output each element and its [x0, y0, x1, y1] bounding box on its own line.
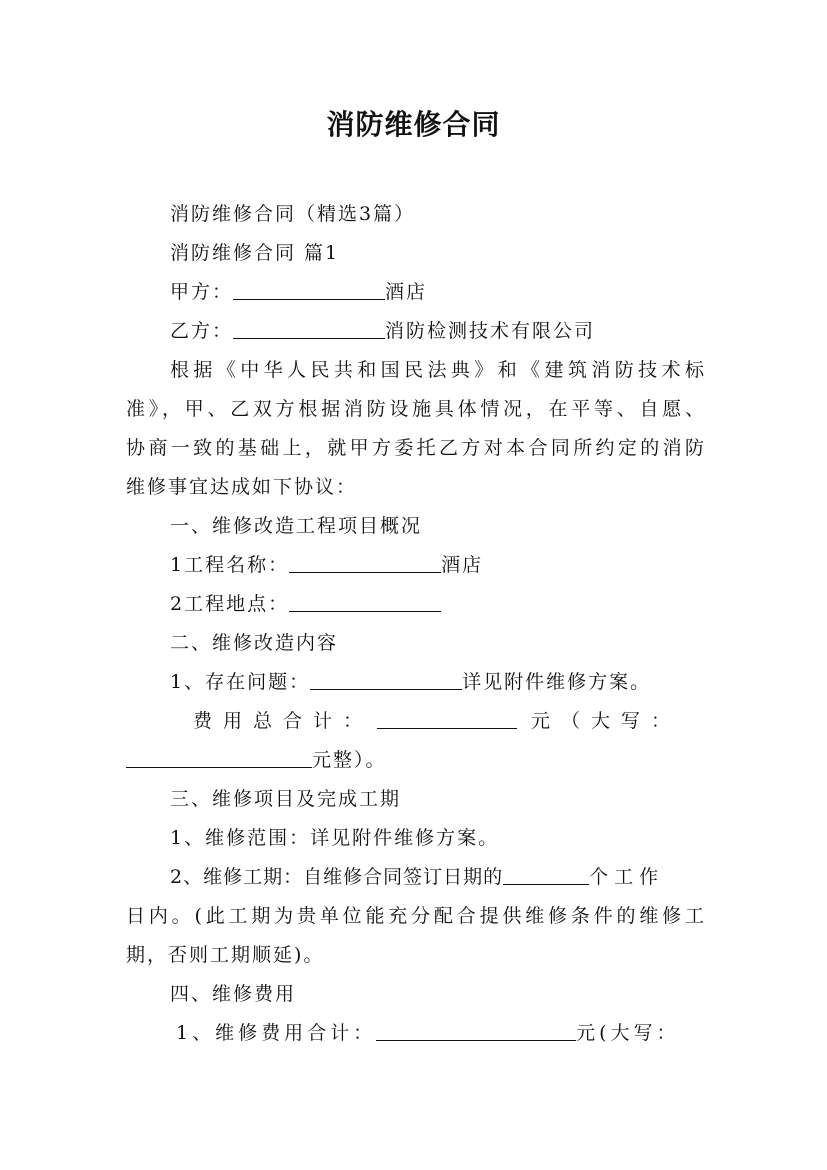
problem-label: 1、存在问题： — [170, 671, 311, 693]
subtitle: 消防维修合同（精选3篇） — [170, 203, 416, 225]
preamble-line-1: 根据《中华人民共和国民法典》和《建筑消防技术标 — [170, 359, 704, 381]
project-location-blank — [289, 592, 441, 612]
problem-line — [170, 667, 651, 694]
article-heading: 消防维修合同 篇1 — [170, 242, 340, 264]
fee-total-unit: 元（大写： — [531, 710, 682, 732]
party-a-blank — [233, 280, 385, 300]
maintenance-fee-blank — [376, 1021, 576, 1041]
maintenance-fee-suffix: 元(大写： — [576, 1022, 680, 1044]
preamble-line-2: 准》，甲、乙双方根据消防设施具体情况，在平等、自愿、 — [126, 398, 704, 420]
section4-heading: 四、维修费用 — [170, 983, 297, 1005]
project-name-line — [170, 550, 483, 577]
fee-capital-blank — [126, 748, 312, 768]
fee-capital-end: 元整）。 — [312, 749, 387, 771]
project-location-line — [170, 589, 441, 616]
party-a-line — [170, 277, 427, 304]
party-a-label: 甲方： — [170, 281, 234, 303]
period-line-1 — [170, 862, 664, 889]
fee-total-line — [193, 706, 681, 733]
fee-total-label: 费用总合计： — [193, 710, 374, 732]
scope-line: 1、维修范围：详见附件维修方案。 — [170, 827, 500, 849]
party-a-suffix: 酒店 — [385, 281, 428, 303]
fee-total-blank — [377, 709, 517, 729]
party-b-blank — [233, 319, 385, 339]
preamble-line-4: 维修事宜达成如下协议： — [126, 476, 358, 498]
maintenance-fee-label: 1、维修费用合计： — [176, 1022, 377, 1044]
period-suffix: 个工作 — [589, 866, 665, 888]
party-b-label: 乙方： — [170, 320, 234, 342]
project-name-suffix: 酒店 — [441, 554, 484, 576]
document-title: 消防维修合同 — [326, 108, 501, 141]
maintenance-fee-line — [176, 1018, 680, 1045]
section3-heading: 三、维修项目及完成工期 — [170, 788, 402, 810]
project-name-label: 1工程名称： — [170, 554, 290, 576]
period-blank — [503, 865, 589, 885]
preamble-line-3: 协商一致的基础上，就甲方委托乙方对本合同所约定的消防 — [126, 437, 704, 459]
problem-suffix: 详见附件维修方案。 — [462, 671, 652, 693]
problem-blank — [310, 670, 462, 690]
party-b-suffix: 消防检测技术有限公司 — [385, 320, 596, 342]
project-name-blank — [289, 553, 441, 573]
section1-heading: 一、维修改造工程项目概况 — [170, 515, 423, 537]
fee-capital-line — [126, 745, 387, 772]
project-location-label: 2工程地点： — [170, 593, 290, 615]
period-line-2: 日内。(此工期为贵单位能充分配合提供维修条件的维修工 — [126, 905, 704, 927]
party-b-line — [170, 316, 595, 343]
section2-heading: 二、维修改造内容 — [170, 632, 339, 654]
period-prefix: 2、维修工期：自维修合同签订日期的 — [170, 866, 504, 888]
period-line-3: 期，否则工期顺延)。 — [126, 944, 325, 966]
